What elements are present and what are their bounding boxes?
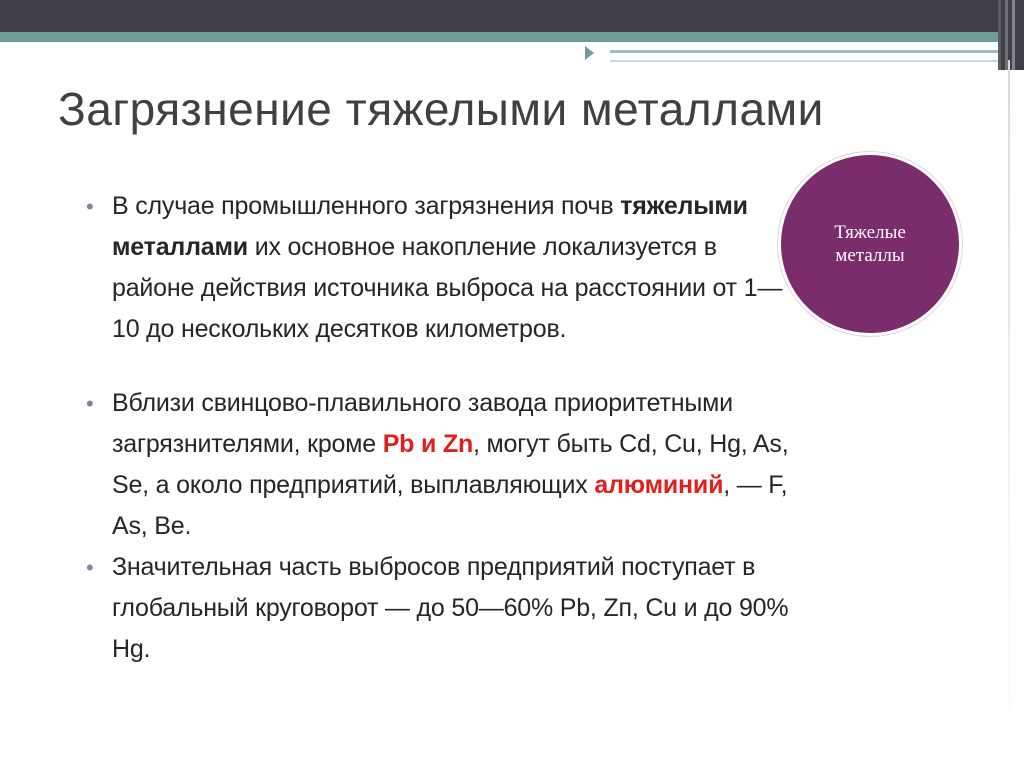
play-arrow-icon <box>585 46 594 60</box>
bullet-text-bold: тяжелыми металлами <box>112 192 748 261</box>
bullet-item-1 <box>84 186 802 350</box>
header-accent-line-light <box>610 60 1024 62</box>
badge-line-2: металлы <box>835 245 905 266</box>
bullet-text: Вблизи свинцово-плавильного завода приоритетными загрязнителями, кроме <box>112 389 733 458</box>
bullet-text: В случае промышленного загрязнения почв <box>112 192 621 220</box>
bullet-item-3 <box>84 547 824 670</box>
header-accent-band <box>0 32 1024 42</box>
page-fold-shadow <box>1008 60 1010 767</box>
page-edge-decoration <box>998 0 1024 70</box>
header-band <box>0 0 1024 32</box>
bullet-marker-icon: • <box>86 194 94 219</box>
bullet-marker-icon: • <box>86 555 94 580</box>
badge-line-1: Тяжелые <box>834 222 906 243</box>
slide-title: Загрязнение тяжелыми металлами <box>58 83 824 135</box>
bullet-list <box>84 186 824 670</box>
bullet-text-highlight: Рb и Zn <box>382 430 474 458</box>
topic-badge <box>778 152 962 336</box>
bullet-marker-icon: • <box>86 391 94 416</box>
bullet-text: , — F, As, Be. <box>112 471 788 540</box>
bullet-item-2 <box>84 383 824 547</box>
bullet-text-highlight: алюминий <box>594 471 724 499</box>
bullet-text: их основное накопление локализуется в районе действия источника выброса на расстоянии от 1—10 до нескольких десятков километров. <box>112 233 783 343</box>
header-accent-line <box>610 50 1024 53</box>
bullet-text: Значительная часть выбросов предприятий поступает в глобальный круговорот — до 50—60% Рb, Zп, Cu и до 90% Hg. <box>112 553 789 663</box>
bullet-text: , могут быть Cd, Cu, Hg, As, Se, а около предприятий, выплавляющих <box>112 430 789 499</box>
